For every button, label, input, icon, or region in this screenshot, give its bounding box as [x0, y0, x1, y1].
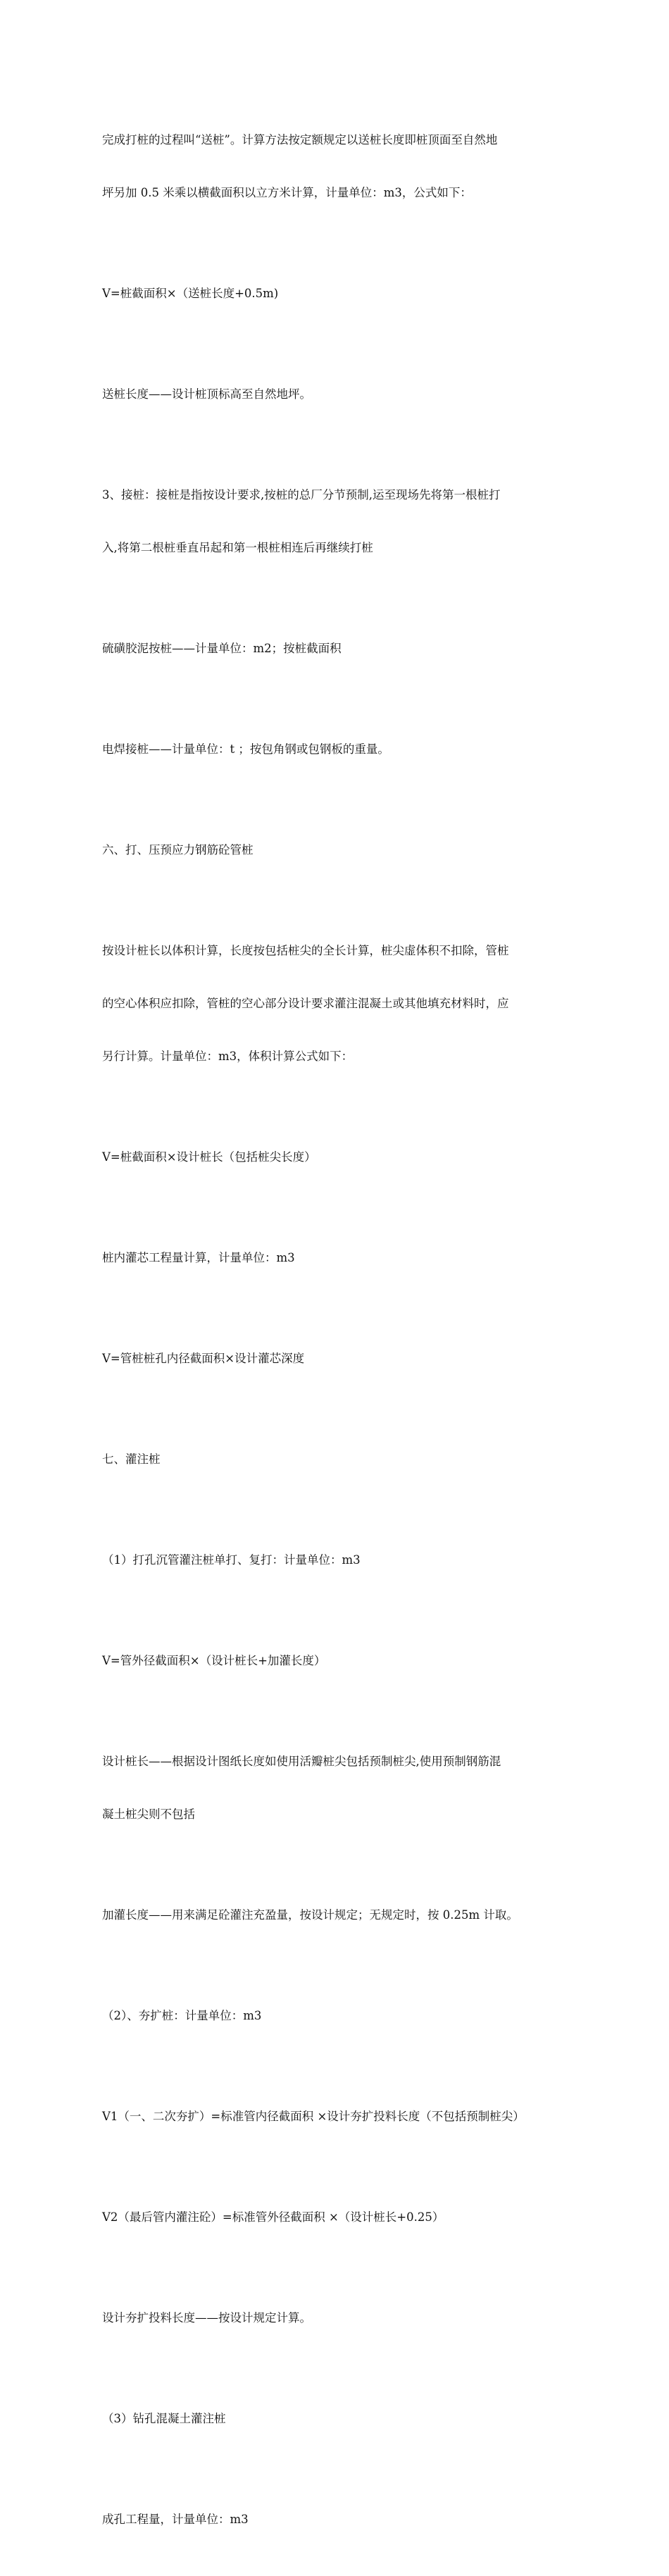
paragraph — [102, 451, 574, 592]
document-body — [102, 96, 574, 2576]
paragraph — [102, 1717, 574, 1858]
paragraph — [102, 2173, 574, 2261]
text-line: 送桩长度——设计桩顶标高至自然地坪。 — [102, 387, 311, 401]
text-line: 3、接桩：接桩是指按设计要求,按桩的总厂分节预制,运至现场先将第一根桩打 — [102, 488, 501, 502]
paragraph — [102, 96, 574, 237]
paragraph — [102, 1214, 574, 1302]
text-line: （2）、夯扩桩：计量单位：m3 — [102, 2009, 262, 2022]
paragraph — [102, 1516, 574, 1604]
text-line: 设计夯扩投料长度——按设计规定计算。 — [102, 2311, 311, 2325]
paragraph — [102, 1113, 574, 1201]
paragraph — [102, 249, 574, 337]
text-line: V=管外径截面积×（设计桩长+加灌长度） — [102, 1654, 326, 1667]
text-line: 硫磺胶泥按桩——计量单位：m2；按桩截面积 — [102, 642, 342, 655]
paragraph — [102, 907, 574, 1100]
text-line: 完成打桩的过程叫“送桩”。计算方法按定额规定以送桩长度即桩顶面至自然地 — [102, 133, 498, 147]
paragraph — [102, 1617, 574, 1705]
paragraph — [102, 2274, 574, 2362]
text-line: V=桩截面积×（送桩长度+0.5m) — [102, 287, 279, 300]
text-line: 桩内灌芯工程量计算，计量单位：m3 — [102, 1251, 295, 1264]
paragraph — [102, 2475, 574, 2563]
text-line: 电焊接桩——计量单位：t ；按包角钢或包钢板的重量。 — [102, 742, 389, 756]
text-line: （1）打孔沉管灌注桩单打、复打：计量单位：m3 — [102, 1553, 361, 1567]
text-line: V=管桩桩孔内径截面积×设计灌芯深度 — [102, 1352, 305, 1365]
section-heading — [102, 806, 574, 894]
text-line: 的空心体积应扣除，管桩的空心部分设计要求灌注混凝土或其他填充材料时，应 — [102, 997, 509, 1010]
paragraph — [102, 705, 574, 793]
text-line: V=桩截面积×设计桩长（包括桩尖长度） — [102, 1150, 316, 1164]
text-line: 按设计桩长以体积计算，长度按包括桩尖的全长计算，桩尖虚体积不扣除，管桩 — [102, 944, 509, 957]
text-line: 加灌长度——用来满足砼灌注充盈量，按设计规定；无规定时，按 0.25m 计取。 — [102, 1908, 518, 1922]
paragraph — [102, 2072, 574, 2160]
paragraph — [102, 1972, 574, 2060]
paragraph — [102, 1871, 574, 1959]
section-heading — [102, 1415, 574, 1503]
text-line: 入,将第二根桩垂直吊起和第一根桩相连后再继续打桩 — [102, 541, 373, 554]
paragraph — [102, 2375, 574, 2463]
text-line: 七、灌注桩 — [102, 1452, 161, 1466]
text-line: 另行计算。计量单位：m3，体积计算公式如下： — [102, 1050, 354, 1063]
text-line: （3）钻孔混凝土灌注桩 — [102, 2412, 226, 2425]
text-line: 凝土桩尖则不包括 — [102, 1807, 195, 1821]
paragraph — [102, 350, 574, 438]
paragraph — [102, 604, 574, 692]
text-line: 设计桩长——根据设计图纸长度如使用活瓣桩尖包括预制桩尖,使用预制钢筋混 — [102, 1755, 501, 1768]
text-line: 六、打、压预应力钢筋砼管桩 — [102, 843, 254, 857]
text-line: 坪另加 0.5 米乘以横截面积以立方米计算，计量单位：m3，公式如下： — [102, 186, 472, 199]
text-line: 成孔工程量，计量单位：m3 — [102, 2513, 249, 2526]
paragraph — [102, 1314, 574, 1402]
text-line: V1（一、二次夯扩）=标准管内径截面积 ×设计夯扩投料长度（不包括预制桩尖） — [102, 2110, 525, 2123]
text-line: V2（最后管内灌注砼）=标准管外径截面积 ×（设计桩长+0.25） — [102, 2210, 444, 2224]
